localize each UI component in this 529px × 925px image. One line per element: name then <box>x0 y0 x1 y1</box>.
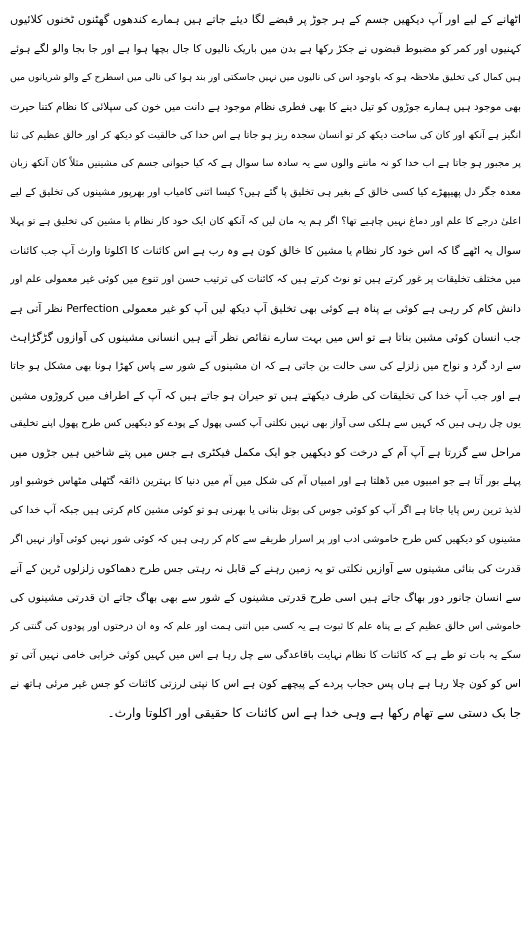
text-line-15: یوں چل رہی ہیں کہ کہیں سے ہلکی سی آواز بھی نہیں نکلتی آپ کسی پھول کے پودے کو دیکھیں کس طرح پھول اپنے تخلیقی <box>10 418 521 430</box>
text-line-19: مشینوں کو دیکھیں کس طرح خاموشی ادب اور پر اسرار طریقے سے کام کر رہی ہیں کہ کوئی شور نہیں کوئی آواز نہیں اگر <box>10 534 521 546</box>
text-line-14: ہے اور جب آپ خدا کی تخلیقات کی طرف دیکھتے ہیں تو حیران ہو جاتے ہیں کہ آپ کے اطراف میں کروڑوں مشین <box>10 389 521 402</box>
text-line-3: ہیں کمال کی تخلیق ملاحظہ ہو کہ باوجود اس کی نالیوں میں نہیں جاسکتی اور بند ہوا کی نالی میں اسطرح کے والو شریانوں میں <box>10 71 521 83</box>
text-line-2: کہنیوں اور کمر کو مضبوط قبضوں نے جکڑ رکھا ہے بدن میں باریک نالیوں کا جال بچھا ہوا ہے اور جا بجا والو لگے ہوئے <box>10 42 521 55</box>
text-line-13: سے ارد گرد و نواح میں زلزلے کی سی حالت بن جاتی ہے کہ ان مشینوں کے شور سے پاس کھڑا ہونا بھی مشکل ہو جاتا <box>10 360 521 372</box>
text-line-8: اعلیٰ درجے کا علم اور دماغ نہیں چاہیے تھا؟ اگر ہم یہ مان لیں کہ آنکھ کان ایک خود کار نظام یا مشین کی تخلیق ہے تو پہلا <box>10 216 521 228</box>
text-line-7: معدہ جگر دل پھیپھڑے کیا کسی خالق کے بغیر ہی تخلیق پا گئے ہیں؟ کیسا اتنی کامیاب اور بھرپور مشینوں کی تخلیق کے لیے <box>10 187 521 199</box>
text-line-1: اٹھانے کے لیے اور آپ دیکھیں جسم کے ہر جوڑ پر قبضے لگا دیئے جاتے ہیں ہمارے کندھوں گھٹنوں ٹخنوں کلائیوں <box>10 13 521 26</box>
text-line-6: پر مجبور ہو جاتا ہے اب خدا کو نہ ماننے والوں سے یہ سادہ سا سوال ہے کہ کیا حیوانی جسم کی مشینیں مثلاً کان آنکھ زبان <box>10 158 521 170</box>
text-line-16: مراحل سے گزرتا ہے آپ آم کے درخت کو دیکھیں جو ایک مکمل فیکٹری ہے جس میں پتے شاخیں ہیں جڑوں میں <box>10 446 521 460</box>
text-line-25: جا بک دستی سے تھام رکھا ہے وہی خدا ہے اس کائنات کا حقیقی اور اکلوتا وارث۔ <box>107 706 521 721</box>
text-line-5: انگیز ہے آنکھ اور کان کی ساخت دیکھ کر تو انسان سجدہ ریز ہو جاتا ہے اس خدا کی خالقیت کو دیکھ کر اور خالق عظیم کی ثنا <box>10 129 521 141</box>
text-line-18: لذیذ ترین رس پایا جاتا ہے اگر آپ کو کوئی جوس کی بوتل بنانی یا بھرنی ہو تو کوئی مشین کام کرتی ہیں جبکہ آپ خدا کی <box>10 505 521 517</box>
text-line-20: قدرت کی بنائی مشینوں سے آوازیں نکلتی تو یہ زمین رہنے کے قابل نہ رہتی جس طرح دھماکوں زلزلوں ٹرین کے آنے <box>10 562 521 575</box>
text-line-23: سکے یہ بات تو طے ہے کہ کائنات کا نظام نہایت باقاعدگی سے چل رہا ہے اس میں کہیں کوئی خرابی خامی نہیں آتی تو <box>10 649 521 661</box>
text-line-9: سوال یہ اٹھے گا کہ اس خود کار نظام یا مشین کا خالق کون ہے وہ رب ہے اس کائنات کا اکلوتا وارث آپ جب کائنات <box>10 245 521 258</box>
text-line-10: میں مختلف تخلیقات پر غور کرتے ہیں تو نوٹ کرتے ہیں کہ کائنات کی ترتیب حسن اور تنوع میں کوئی غیر معمولی علم اور <box>10 274 521 286</box>
text-line-11: دانش کام کر رہی ہے کوئی بے پناہ ہے کوئی بھی تخلیق آپ دیکھ لیں آپ کو غیر معمولی Perfection نظر آتی ہے <box>10 301 521 315</box>
text-line-24: اس کو کون چلا رہا ہے ہاں پس حجاب پردے کے پیچھے کون ہے اس کا نپتی لرزتی کائنات کو جس غیر مرئی ہاتھ نے <box>10 678 521 691</box>
text-line-21: سے انسان جانور دور بھاگ جاتے ہیں اسی طرح قدرتی مشینوں کے شور سے بھی بھاگ جاتے ان قدرتی مشینوں کی <box>10 590 521 604</box>
text-line-12: جب انسان کوئی مشین بناتا ہے تو اس میں بہت سارے نقائص نظر آتے ہیں انسانی مشینوں کی آوازوں گڑگڑاہٹ <box>10 330 521 344</box>
text-line-4: بھی موجود ہیں ہمارے جوڑوں کو تیل دینے کا بھی فطری نظام موجود ہے دانت میں خون کی سپلائی کا نظام کتنا حیرت <box>10 100 521 113</box>
text-line-17: پہلے بور آتا ہے جو امبیوں میں ڈھلتا ہے اور امبیاں آم کی شکل میں آم میں دنیا کا بہترین ذائقہ گٹھلی مٹھاس خوشبو اور <box>10 476 521 488</box>
text-line-22: خاموشی اس خالق عظیم کے بے پناہ علم کا ثبوت ہے یہ کسی میں اتنی ہمت اور علم کہ وہ ان درختوں اور پودوں کی گنتی کر <box>10 620 521 632</box>
